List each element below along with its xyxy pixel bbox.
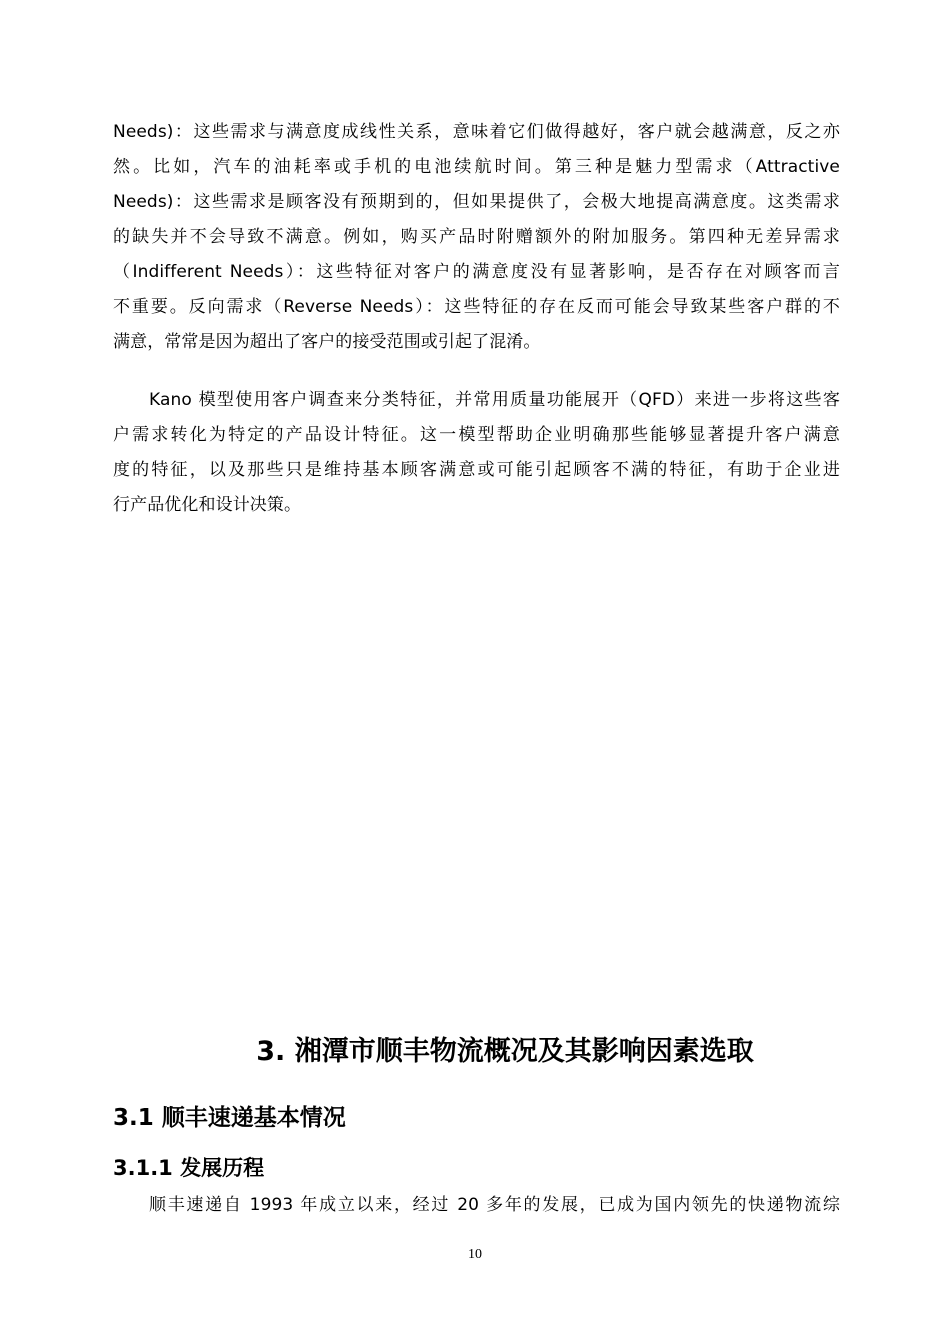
text-line: 然。比如，汽车的油耗率或手机的电池续航时间。第三种是魅力型需求（Attractive	[113, 157, 840, 177]
text-line: 的缺失并不会导致不满意。例如，购买产品时附赠额外的附加服务。第四种无差异需求	[113, 227, 840, 247]
text-line: Needs)：这些需求是顾客没有预期到的，但如果提供了，会极大地提高满意度。这类需求	[113, 192, 840, 212]
text-line: 户需求转化为特定的产品设计特征。这一模型帮助企业明确那些能够显著提升客户满意	[113, 425, 840, 445]
page-number: 10	[468, 1247, 482, 1262]
text-line: 满意，常常是因为超出了客户的接受范围或引起了混淆。	[113, 332, 541, 352]
text-line: Needs)：这些需求与满意度成线性关系，意味着它们做得越好，客户就会越满意，反之亦	[113, 122, 840, 142]
chapter-title: 3. 湘潭市顺丰物流概况及其影响因素选取	[256, 1036, 754, 1067]
text-line: 顺丰速递自 1993 年成立以来，经过 20 多年的发展，已成为国内领先的快递物流综	[149, 1195, 840, 1215]
text-line: 度的特征，以及那些只是维持基本顾客满意或可能引起顾客不满的特征，有助于企业进	[113, 460, 840, 480]
section-title: 3.1 顺丰速递基本情况	[113, 1105, 346, 1131]
text-line: Kano 模型使用客户调查来分类特征，并常用质量功能展开（QFD）来进一步将这些客	[149, 390, 840, 410]
subsection-title: 3.1.1 发展历程	[113, 1156, 265, 1180]
text-line: 行产品优化和设计决策。	[113, 495, 302, 515]
text-line: （Indifferent Needs）：这些特征对客户的满意度没有显著影响，是否存在对顾客而言	[113, 262, 840, 282]
text-line: 不重要。反向需求（Reverse Needs）：这些特征的存在反而可能会导致某些客户群的不	[113, 297, 840, 317]
